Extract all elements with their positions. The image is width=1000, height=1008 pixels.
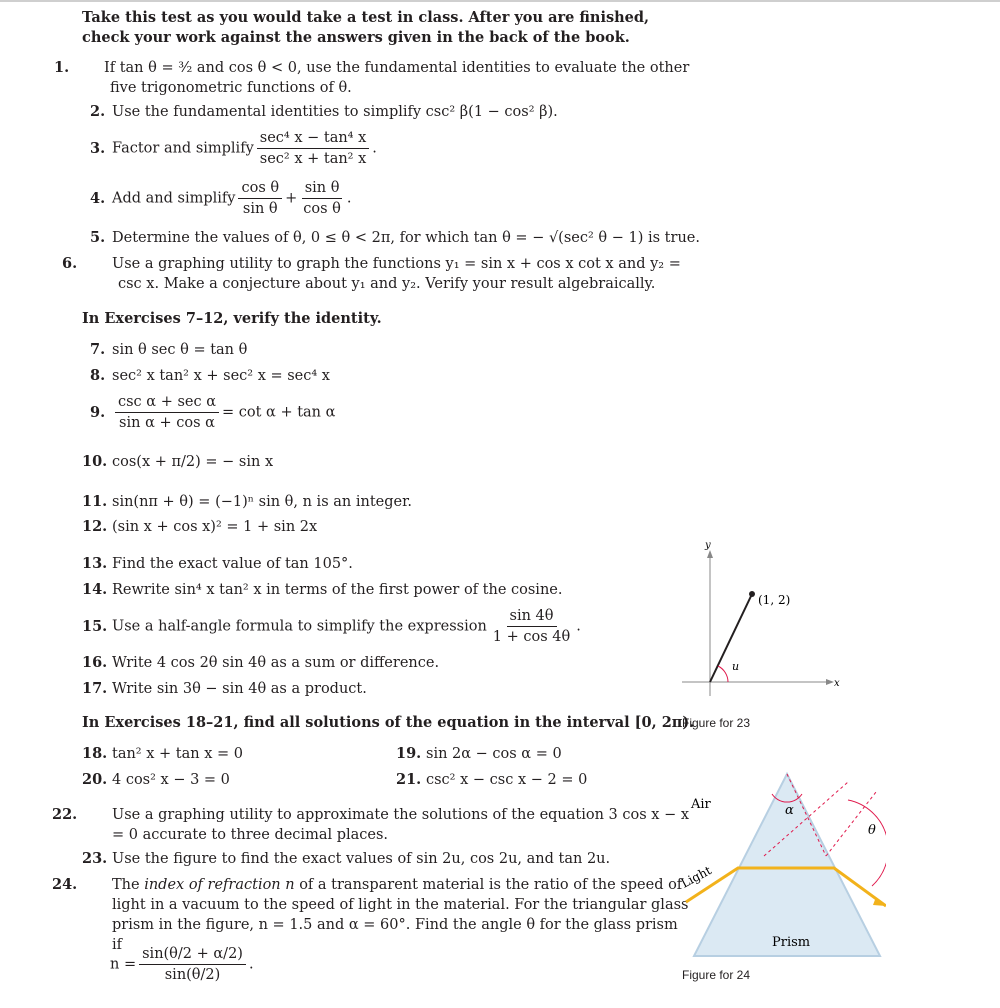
figure-23-caption: Figure for 23: [682, 716, 751, 730]
fraction: [115, 392, 219, 433]
period: .: [248, 956, 254, 973]
numerator: csc α + sec α: [115, 392, 219, 413]
problem-14: [82, 580, 562, 600]
formula-lhs: n =: [110, 956, 137, 973]
denominator: 1 + cos 4θ: [492, 629, 571, 645]
problem-20: [82, 770, 230, 790]
problem-16: [82, 653, 439, 673]
refraction-formula: [110, 944, 254, 985]
problem-text: Find the exact value of tan 105°.: [112, 556, 353, 572]
problem-17: [82, 679, 367, 699]
problem-text: Write 4 cos 2θ sin 4θ as a sum or difference.: [112, 655, 440, 671]
denominator: sin α + cos α: [119, 415, 215, 431]
problem-number: 20.: [82, 771, 108, 788]
problem-number: 21.: [396, 771, 422, 788]
problem-number: 12.: [82, 518, 108, 535]
denominator: sec² x + tan² x: [259, 151, 367, 167]
point-marker: [749, 591, 755, 597]
problem-24: [52, 875, 692, 955]
problem-number: 4.: [90, 189, 106, 207]
section-heading-identities: In Exercises 7–12, verify the identity.: [82, 310, 382, 327]
problem-number: 23.: [82, 850, 108, 867]
problem-4: [90, 178, 352, 219]
problem-number: 2.: [90, 103, 106, 120]
problem-text: Use the fundamental identities to simplify csc² β(1 − cos² β).: [112, 104, 558, 120]
period: .: [372, 140, 377, 157]
problem-number: 19.: [396, 745, 422, 762]
problem-19: [396, 744, 562, 764]
problem-text: Use a half-angle formula to simplify the expression: [112, 618, 487, 635]
plus-sign: +: [285, 190, 298, 207]
right-hand-side: = cot α + tan α: [222, 404, 336, 421]
problem-text: tan² x + tan x = 0: [112, 746, 243, 762]
numerator: sin 4θ: [507, 606, 557, 627]
problem-number: 11.: [82, 493, 108, 510]
problem-text: Determine the values of θ, 0 ≤ θ < 2π, for which tan θ = − √(sec² θ − 1) is true.: [112, 230, 700, 246]
fraction-2: [300, 178, 344, 219]
problem-7: [90, 340, 247, 360]
italic-term: index of refraction n: [144, 877, 295, 893]
fraction: [490, 606, 573, 647]
right-hand-side: = − sin x: [205, 454, 274, 470]
problem-6: [62, 254, 690, 294]
theta-label: θ: [868, 823, 876, 838]
numerator: sin θ: [302, 178, 343, 199]
problem-10: [82, 452, 273, 472]
problem-text: csc² x − csc x − 2 = 0: [426, 772, 588, 788]
problem-23: [82, 849, 610, 869]
period: .: [346, 190, 352, 207]
problem-3: [90, 128, 377, 169]
problem-number: 15.: [82, 617, 108, 635]
problem-number: 3.: [90, 139, 106, 157]
problem-number: 22.: [52, 806, 78, 823]
problem-number: 7.: [90, 341, 106, 358]
problem-8: [90, 366, 330, 386]
problem-number: 6.: [62, 255, 78, 272]
problem-11: [82, 492, 412, 512]
problem-number: 14.: [82, 581, 108, 598]
point-label: (1, 2): [758, 593, 791, 607]
numerator: sin(θ/2 + α/2): [139, 944, 246, 965]
problem-number: 9.: [90, 403, 106, 421]
problem-number: 5.: [90, 229, 106, 246]
angle-arc: [718, 666, 728, 682]
problem-9: [90, 392, 335, 433]
test-instructions: Take this test as you would take a test in class. After you are finished, check your work against the answers given in the back of the book.: [82, 9, 650, 46]
y-label: y: [705, 540, 711, 551]
figure-24-prism: [676, 770, 886, 962]
problem-text: sin θ sec θ = tan θ: [112, 342, 248, 358]
problem-text-continued: of a transparent material is the ratio of the speed of light in a vacuum to the speed of light in the material. For the triangular glass prism in the figure, n = 1.5 and α = 60°. Find the angle θ for the glass prism if: [112, 877, 689, 953]
section-heading-equations: In Exercises 18–21, find all solutions of the equation in the interval [0, 2π).: [82, 714, 695, 731]
period: .: [576, 618, 581, 635]
problem-5: [90, 228, 700, 248]
figure-23-graph: [676, 536, 846, 706]
problem-text: sin 2α − cos α = 0: [426, 746, 562, 762]
light-label: Light: [678, 863, 714, 891]
problem-text: Rewrite sin⁴ x tan² x in terms of the first power of the cosine.: [112, 582, 563, 598]
problem-number: 16.: [82, 654, 108, 671]
problem-21: [396, 770, 587, 790]
prism-label: Prism: [772, 935, 811, 950]
problem-text: Use the figure to find the exact values of sin 2u, cos 2u, and tan 2u.: [112, 851, 611, 867]
problem-number: 10.: [82, 453, 108, 470]
denominator: sin θ: [242, 201, 278, 217]
problem-text: Use a graphing utility to approximate the solutions of the equation 3 cos x − x = 0 accurate to three decimal places.: [112, 807, 690, 843]
problem-text: Use a graphing utility to graph the functions y₁ = sin x + cos x cot x and y₂ = csc x. Make a conjecture about y₁ and y₂. Verify your result algebraically.: [112, 256, 681, 292]
problem-number: 18.: [82, 745, 108, 762]
fraction-1: [238, 178, 282, 219]
problem-12: [82, 517, 317, 537]
denominator: sin(θ/2): [164, 967, 221, 983]
problem-number: 17.: [82, 680, 108, 697]
angle-label: u: [732, 660, 740, 673]
problem-number: 8.: [90, 367, 106, 384]
x-label: x: [834, 678, 840, 689]
problem-number: 1.: [54, 59, 70, 76]
problem-22: [52, 805, 692, 845]
problem-18: [82, 744, 243, 764]
problem-15: [82, 606, 581, 647]
figure-24-caption: Figure for 24: [682, 968, 751, 982]
problem-text: Write sin 3θ − sin 4θ as a product.: [112, 681, 367, 697]
alpha-label: α: [785, 803, 794, 818]
top-rule: [0, 0, 1000, 2]
x-axis-arrow: [826, 679, 834, 685]
problem-2: [90, 102, 558, 122]
fraction: [257, 128, 370, 169]
problem-text: 4 cos² x − 3 = 0: [112, 772, 230, 788]
problem-number: 24.: [52, 876, 78, 893]
numerator: sec⁴ x − tan⁴ x: [257, 128, 370, 149]
air-label: Air: [691, 797, 711, 812]
problem-text: The: [112, 877, 140, 893]
problem-text: Add and simplify: [112, 190, 236, 207]
problem-text: (sin x + cos x)² = 1 + sin 2x: [112, 519, 318, 535]
problem-text: sin(nπ + θ) = (−1)ⁿ sin θ, n is an integer.: [112, 494, 413, 510]
y-axis-arrow: [707, 550, 713, 558]
terminal-ray: [710, 594, 752, 682]
problem-text: Factor and simplify: [112, 140, 254, 157]
problem-text: sec² x tan² x + sec² x = sec⁴ x: [112, 368, 330, 384]
fraction: [139, 944, 246, 985]
problem-1: [54, 58, 690, 98]
numerator: cos θ: [238, 178, 282, 199]
left-hand-side: cos(x + π/2): [112, 454, 201, 470]
problem-text: If tan θ = ³⁄₂ and cos θ < 0, use the fundamental identities to evaluate the other five trigonometric functions of θ.: [104, 60, 690, 96]
problem-number: 13.: [82, 555, 108, 572]
problem-13: [82, 554, 353, 574]
denominator: cos θ: [303, 201, 341, 217]
theta-arc: [848, 800, 886, 886]
